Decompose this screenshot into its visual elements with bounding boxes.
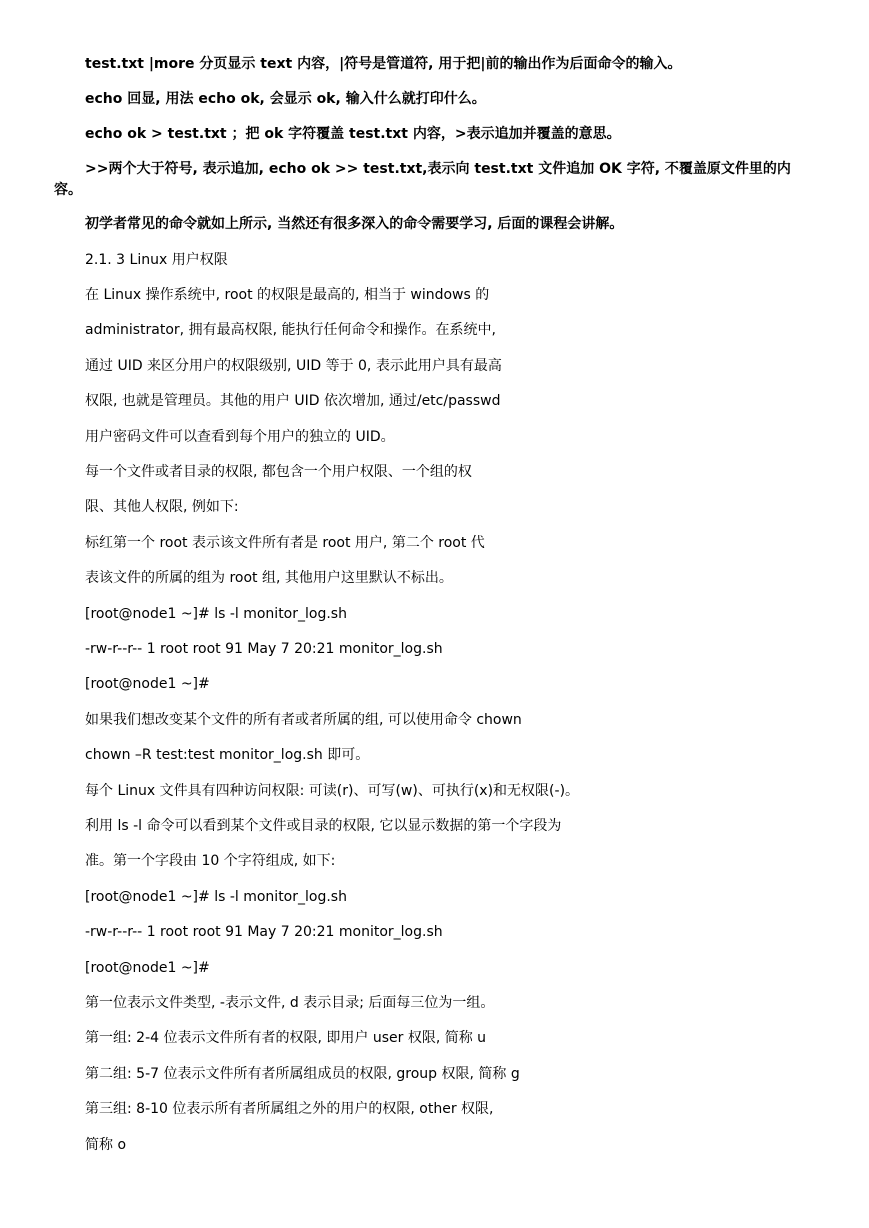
- text-line: 第一位表示文件类型, -表示文件, d 表示目录; 后面每三位为一组。: [85, 995, 495, 1011]
- paragraph-pipe-more: [54, 54, 814, 75]
- text-line: 第一组: 2-4 位表示文件所有者的权限, 即用户 user 权限, 简称 u: [85, 1030, 487, 1046]
- text-line: 标红第一个 root 表示该文件所有者是 root 用户, 第二个 root 代: [85, 535, 485, 551]
- paragraph-append: [54, 159, 814, 201]
- paragraph-text: 初学者常见的命令就如上所示, 当然还有很多深入的命令需要学习, 后面的课程会讲解。: [85, 216, 624, 232]
- shell-prompt-line: [root@node1 ~]#: [85, 676, 210, 692]
- paragraph-echo-overwrite: [54, 124, 814, 145]
- text-line: 如果我们想改变某个文件的所有者或者所属的组, 可以使用命令 chown: [85, 712, 522, 728]
- text-line: 限、其他人权限, 例如下:: [85, 499, 239, 515]
- shell-prompt-line: [root@node1 ~]# ls -l monitor_log.sh: [85, 606, 347, 622]
- text-line: administrator, 拥有最高权限, 能执行任何命令和操作。在系统中,: [85, 322, 496, 338]
- text-line: 表该文件的所属的组为 root 组, 其他用户这里默认不标出。: [85, 570, 453, 586]
- shell-output-line: -rw-r--r-- 1 root root 91 May 7 20:21 monitor_log.sh: [85, 924, 443, 940]
- text-line: 利用 ls -l 命令可以看到某个文件或目录的权限, 它以显示数据的第一个字段为: [85, 818, 562, 834]
- shell-output-line: -rw-r--r-- 1 root root 91 May 7 20:21 monitor_log.sh: [85, 641, 443, 657]
- shell-prompt-line: [root@node1 ~]# ls -l monitor_log.sh: [85, 889, 347, 905]
- text-line: 第二组: 5-7 位表示文件所有者所属组成员的权限, group 权限, 简称 g: [85, 1066, 520, 1082]
- text-line: 准。第一个字段由 10 个字符组成, 如下:: [85, 853, 336, 869]
- paragraph-echo: [54, 89, 814, 110]
- text-line: 第三组: 8-10 位表示所有者所属组之外的用户的权限, other 权限,: [85, 1101, 494, 1117]
- text-line: chown –R test:test monitor_log.sh 即可。: [85, 747, 370, 763]
- paragraph-text: echo ok > test.txt ；把 ok 字符覆盖 test.txt 内容，>表示追加并覆盖的意思。: [85, 126, 621, 142]
- text-line: 简称 o: [85, 1137, 127, 1153]
- shell-prompt-line: [root@node1 ~]#: [85, 960, 210, 976]
- paragraph-text: >>两个大于符号, 表示追加, echo ok >> test.txt,表示向 test.txt 文件追加 OK 字符, 不覆盖原文件里的内容。: [54, 161, 791, 198]
- text-line: 在 Linux 操作系统中, root 的权限是最高的, 相当于 windows 的: [85, 287, 490, 303]
- text-line: 用户密码文件可以查看到每个用户的独立的 UID。: [85, 429, 395, 445]
- paragraph-text: echo 回显, 用法 echo ok, 会显示 ok, 输入什么就打印什么。: [85, 91, 486, 107]
- text-line: 权限, 也就是管理员。其他的用户 UID 依次增加, 通过/etc/passwd: [85, 393, 501, 409]
- text-line: 每一个文件或者目录的权限, 都包含一个用户权限、一个组的权: [85, 464, 472, 480]
- paragraph-text: test.txt |more 分页显示 text 内容，|符号是管道符, 用于把|前的输出作为后面命令的输入。: [85, 56, 682, 72]
- paragraph-summary: [54, 214, 814, 235]
- section-heading: 2.1. 3 Linux 用户权限: [85, 252, 228, 268]
- text-line: 每个 Linux 文件具有四种访问权限: 可读(r)、可写(w)、可执行(x)和无权限(-)。: [85, 783, 580, 799]
- text-line: 通过 UID 来区分用户的权限级别, UID 等于 0, 表示此用户具有最高: [85, 358, 502, 374]
